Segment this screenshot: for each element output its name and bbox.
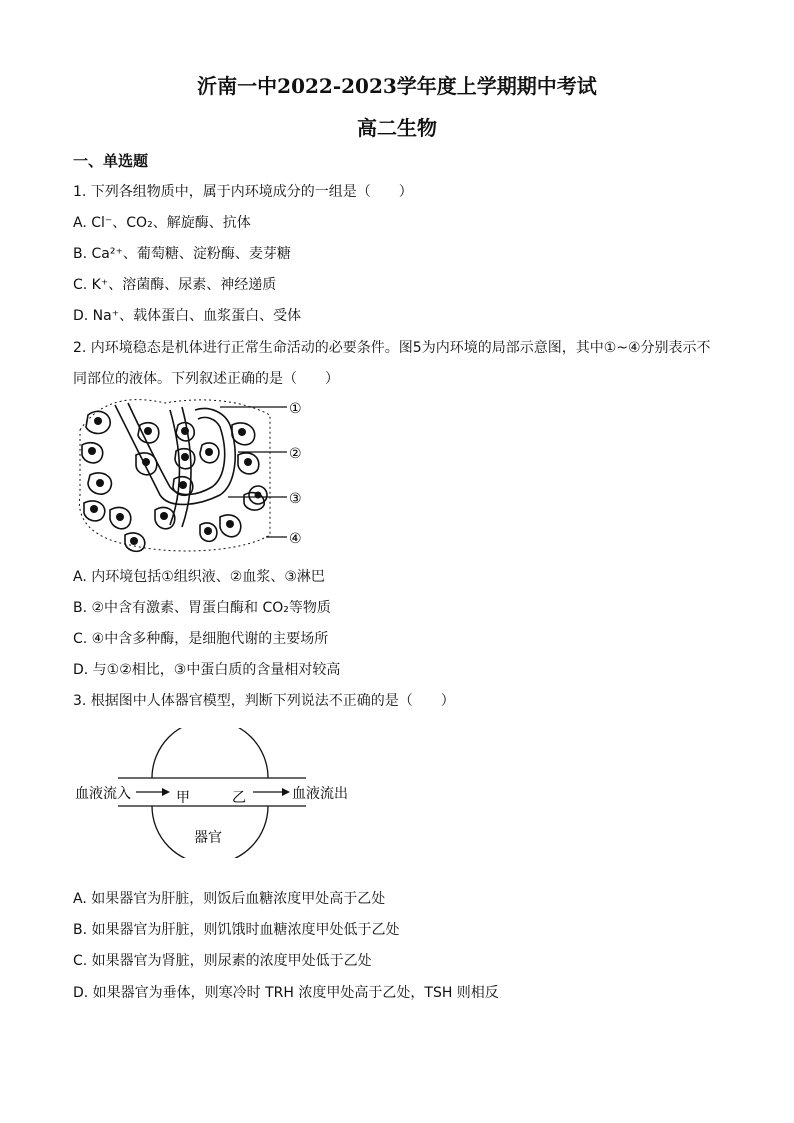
q1-stem: 1. 下列各组物质中，属于内环境成分的一组是（ ） <box>73 184 413 200</box>
q2-stem-line1: 2. 内环境稳态是机体进行正常生命活动的必要条件。图5为内环境的局部示意图，其中①~④分别表示不 <box>73 340 711 356</box>
outflow-label: 血液流出 <box>292 786 348 802</box>
point-b-label: 乙 <box>232 790 246 806</box>
exam-title: 沂南一中2022-2023学年度上学期期中考试 <box>197 74 597 98</box>
q2-option-d: D. 与①②相比，③中蛋白质的含量相对较高 <box>73 662 341 678</box>
label-3: ③ <box>289 491 302 507</box>
q3-stem: 3. 根据图中人体器官模型，判断下列说法不正确的是（ ） <box>73 693 455 709</box>
label-4: ④ <box>289 531 302 547</box>
point-a-label: 甲 <box>176 790 190 806</box>
q1-option-d: D. Na⁺、载体蛋白、血浆蛋白、受体 <box>73 308 302 324</box>
q3-option-d: D. 如果器官为垂体，则寒冷时 TRH 浓度甲处高于乙处，TSH 则相反 <box>73 985 499 1001</box>
tissue-diagram <box>70 395 320 555</box>
label-1: ① <box>289 401 302 417</box>
q2-stem-line2: 同部位的液体。下列叙述正确的是（ ） <box>73 371 339 387</box>
q2-option-b: B. ②中含有激素、胃蛋白酶和 CO₂等物质 <box>73 600 331 616</box>
q3-option-a: A. 如果器官为肝脏，则饭后血糖浓度甲处高于乙处 <box>73 891 386 907</box>
section-heading: 一、单选题 <box>73 152 149 170</box>
label-2: ② <box>289 446 302 462</box>
exam-subtitle: 高二生物 <box>357 116 437 140</box>
inflow-label: 血液流入 <box>75 786 131 802</box>
q3-option-c: C. 如果器官为肾脏，则尿素的浓度甲处低于乙处 <box>73 953 372 969</box>
q3-option-b: B. 如果器官为肝脏，则饥饿时血糖浓度甲处低于乙处 <box>73 922 400 938</box>
q2-option-a: A. 内环境包括①组织液、②血浆、③淋巴 <box>73 569 325 585</box>
organ-diagram <box>70 728 370 858</box>
q2-option-c: C. ④中含多种酶，是细胞代谢的主要场所 <box>73 631 329 647</box>
q1-option-a: A. Cl⁻、CO₂、解旋酶、抗体 <box>73 215 251 231</box>
q1-option-c: C. K⁺、溶菌酶、尿素、神经递质 <box>73 277 277 293</box>
q1-option-b: B. Ca²⁺、葡萄糖、淀粉酶、麦芽糖 <box>73 246 291 262</box>
organ-label: 器官 <box>194 830 222 846</box>
